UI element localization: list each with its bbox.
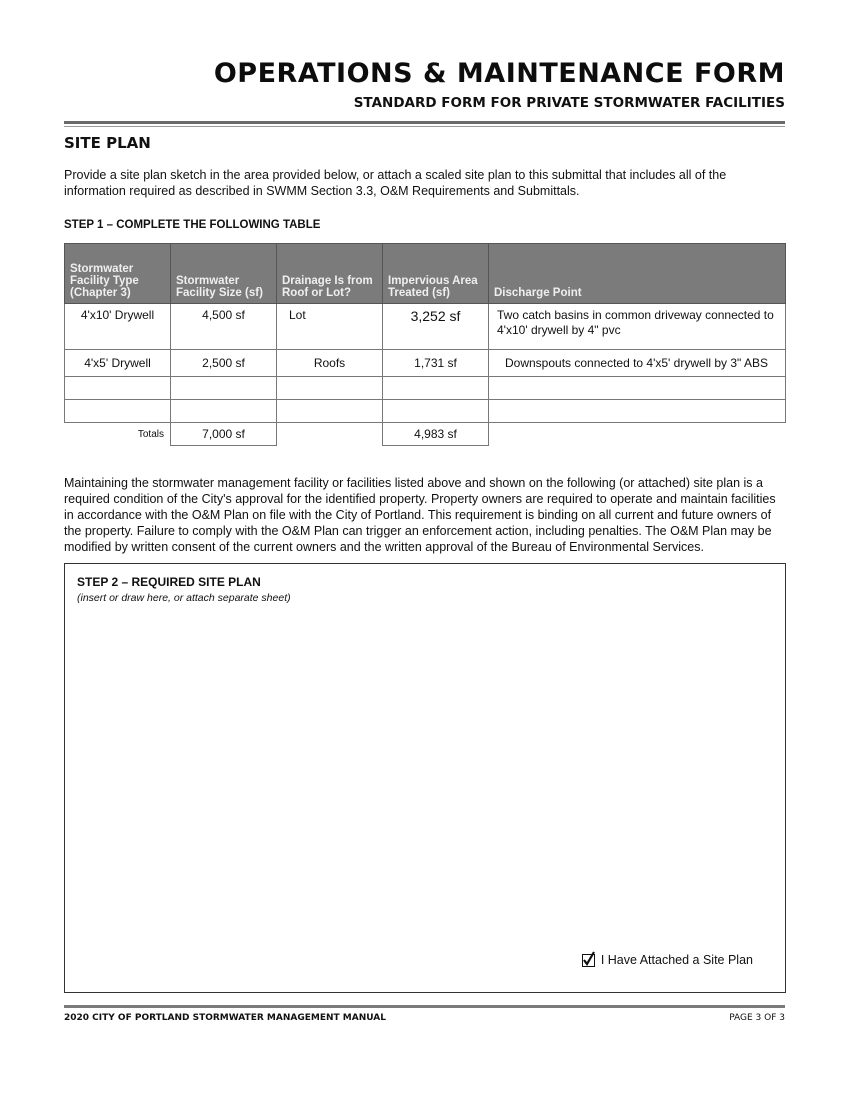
facility-type-cell[interactable] [65, 400, 171, 423]
section-title: SITE PLAN [64, 134, 151, 152]
drainage-cell[interactable] [277, 400, 383, 423]
facility-type-cell[interactable]: 4'x10' Drywell [65, 304, 171, 350]
impervious-area-cell[interactable]: 1,731 sf [383, 350, 489, 377]
header-impervious-area: Impervious Area Treated (sf) [383, 244, 489, 304]
discharge-point-cell[interactable]: Downspouts connected to 4'x5' drywell by 3" ABS [489, 350, 786, 377]
step2-note: (insert or draw here, or attach separate sheet) [77, 592, 291, 604]
facility-size-cell[interactable]: 2,500 sf [171, 350, 277, 377]
facility-table [64, 243, 786, 446]
facility-size-cell[interactable]: 4,500 sf [171, 304, 277, 350]
maintenance-paragraph: Maintaining the stormwater management facility or facilities listed above and shown on the following (or attached) site plan is a required condition of the City's approval for the identified property. Property owners are required to operate and maintain facilities in accordance with the O&M Plan on file with the City of Portland. This requirement is binding on all current and future owners of the property. Failure to comply with the O&M Plan can trigger an enforcement action, including penalties. The O&M Plan may be modified by written consent of the current owners and the written approval of the Bureau of Environmental Services. [64, 476, 776, 554]
checkmark-icon [582, 951, 596, 967]
header-divider-thin [64, 126, 785, 127]
form-title: OPERATIONS & MAINTENANCE FORM [213, 58, 785, 89]
discharge-point-cell[interactable]: Two catch basins in common driveway connected to 4'x10' drywell by 4" pvc [489, 304, 786, 350]
header-drainage: Drainage Is from Roof or Lot? [277, 244, 383, 304]
table-row [65, 304, 786, 350]
totals-row [65, 423, 786, 446]
step2-label: STEP 2 – REQUIRED SITE PLAN [77, 575, 261, 589]
impervious-area-cell[interactable]: 3,252 sf [383, 304, 489, 350]
site-plan-area[interactable] [64, 563, 786, 993]
attach-site-plan-option[interactable] [582, 953, 753, 967]
attached-checkbox[interactable] [582, 954, 595, 967]
table-row [65, 350, 786, 377]
header-facility-type: Stormwater Facility Type (Chapter 3) [65, 244, 171, 304]
discharge-point-cell[interactable] [489, 400, 786, 423]
form-subtitle: STANDARD FORM FOR PRIVATE STORMWATER FACILITIES [353, 95, 785, 111]
total-impervious-cell[interactable]: 4,983 sf [383, 423, 489, 446]
totals-label: Totals [137, 428, 164, 440]
total-size-cell[interactable]: 7,000 sf [171, 423, 277, 446]
discharge-point-cell[interactable] [489, 377, 786, 400]
impervious-area-cell[interactable] [383, 377, 489, 400]
header-divider [64, 121, 785, 124]
step1-label: STEP 1 – COMPLETE THE FOLLOWING TABLE [64, 219, 321, 231]
page-number: PAGE 3 OF 3 [729, 1013, 785, 1023]
facility-size-cell[interactable] [171, 377, 277, 400]
impervious-area-cell[interactable] [383, 400, 489, 423]
table-row [65, 377, 786, 400]
facility-type-cell[interactable] [65, 377, 171, 400]
footer-manual-title: 2020 CITY OF PORTLAND STORMWATER MANAGEMENT MANUAL [64, 1013, 386, 1023]
intro-text: Provide a site plan sketch in the area provided below, or attach a scaled site plan to this submittal that includes all of the information required as described in SWMM Section 3.3, O&M Requirements and Submittals. [64, 168, 727, 198]
header-discharge-point: Discharge Point [489, 244, 786, 304]
drainage-cell[interactable]: Lot [277, 304, 383, 350]
table-row [65, 400, 786, 423]
drainage-cell[interactable] [277, 377, 383, 400]
header-facility-size: Stormwater Facility Size (sf) [171, 244, 277, 304]
facility-type-cell[interactable]: 4'x5' Drywell [65, 350, 171, 377]
attach-label: I Have Attached a Site Plan [600, 953, 753, 967]
drainage-cell[interactable]: Roofs [277, 350, 383, 377]
table-header-row [65, 244, 786, 304]
facility-size-cell[interactable] [171, 400, 277, 423]
footer-divider [64, 1005, 785, 1008]
